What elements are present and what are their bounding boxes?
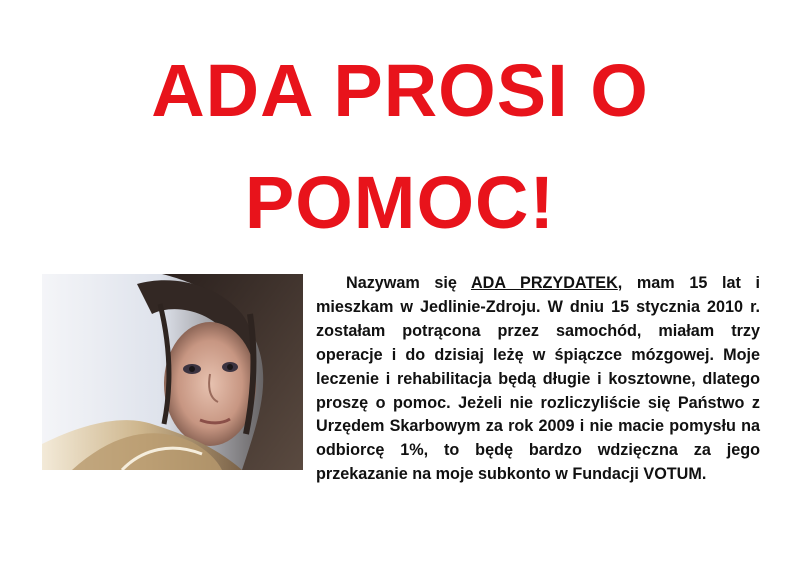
letter-name: ADA PRZYDATEK [470, 274, 618, 292]
headline-line-2: POMOC! [244, 161, 556, 244]
photo-spacer [42, 272, 316, 486]
letter-intro: Nazywam się [346, 274, 471, 292]
appeal-letter-text [42, 272, 760, 487]
headline-line-1: ADA PROSI O [151, 49, 649, 132]
letter-body: , mam 15 lat i mieszkam w Jedlinie-Zdroju. W dniu 15 stycznia 2010 r. zostałam potrącona przez samochód, miałam trzy operacje i do dzisiaj leżę w śpiączce mózgowej. Moje leczenie i rehabilitacja będą długie i kosztowne, dlatego proszę o pomoc. Jeżeli nie rozliczyliście się Państwo z Urzędem Skarbowym za rok 2009 i nie macie pomysłu na odbiorcę 1%, to będę bardzo wdzięczna za jego przekazanie na moje subkonto w Fundacji VOTUM. [316, 274, 760, 484]
